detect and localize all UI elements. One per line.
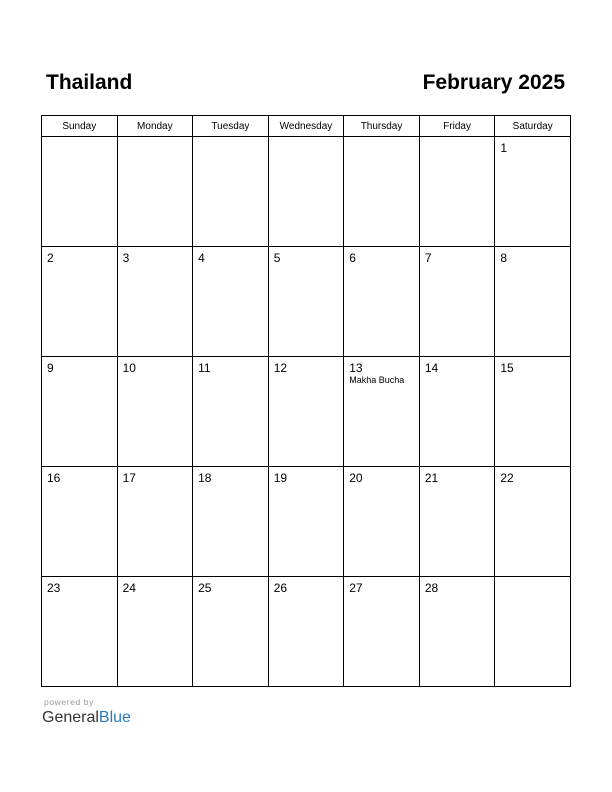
day-cell	[117, 357, 193, 467]
day-number: 14	[424, 361, 439, 375]
day-number: 22	[500, 471, 514, 485]
week-row	[42, 467, 571, 577]
weekday-header-monday: Monday	[117, 116, 193, 137]
day-number: 6	[349, 251, 356, 265]
day-number: 23	[47, 581, 61, 595]
weekday-header-thursday: Thursday	[344, 116, 420, 137]
week-row	[42, 577, 571, 687]
day-cell	[42, 137, 118, 247]
day-number: 2	[47, 251, 54, 265]
day-cell	[193, 577, 269, 687]
powered-by-label: powered by	[44, 697, 94, 707]
day-number: 13	[349, 361, 363, 375]
weekday-header-wednesday: Wednesday	[268, 116, 344, 137]
day-cell	[419, 247, 495, 357]
day-number: 25	[198, 581, 212, 595]
day-cell	[344, 577, 420, 687]
day-cell	[193, 247, 269, 357]
day-cell	[268, 357, 344, 467]
brand-general-text: General	[42, 709, 99, 726]
day-cell	[268, 247, 344, 357]
day-number: 26	[273, 581, 288, 595]
day-number: 15	[500, 361, 514, 375]
day-number	[118, 137, 193, 141]
day-number	[495, 577, 570, 581]
day-number: 24	[122, 581, 136, 595]
week-row	[42, 137, 571, 247]
day-cell	[344, 467, 420, 577]
day-number	[420, 137, 495, 141]
day-cell	[193, 467, 269, 577]
holiday-label: Makha Bucha	[349, 375, 405, 385]
day-number: 28	[424, 581, 439, 595]
day-number: 17	[122, 471, 136, 485]
day-cell	[419, 357, 495, 467]
weekday-header-tuesday: Tuesday	[193, 116, 269, 137]
day-cell	[419, 467, 495, 577]
day-number: 12	[273, 361, 288, 375]
day-cell	[193, 357, 269, 467]
month-year-title: February 2025	[422, 71, 565, 94]
day-cell	[495, 577, 571, 687]
weekday-header-saturday: Saturday	[495, 116, 571, 137]
day-number: 11	[198, 361, 211, 375]
day-number	[344, 137, 419, 141]
day-number	[269, 137, 344, 141]
weekday-header-sunday: Sunday	[42, 116, 118, 137]
day-cell	[268, 467, 344, 577]
generalblue-logo[interactable]	[42, 697, 131, 728]
weekday-header-friday: Friday	[419, 116, 495, 137]
day-number: 3	[122, 251, 130, 265]
calendar-grid	[41, 115, 571, 687]
day-number: 20	[349, 471, 363, 485]
brand-wordmark	[42, 708, 131, 728]
day-number: 8	[500, 251, 508, 265]
day-number	[42, 137, 117, 141]
week-row	[42, 357, 571, 467]
day-number: 10	[122, 361, 136, 375]
day-cell	[42, 467, 118, 577]
day-cell	[117, 467, 193, 577]
brand-blue-text: Blue	[98, 709, 131, 726]
day-cell	[268, 577, 344, 687]
day-number: 27	[349, 581, 363, 595]
day-cell	[42, 577, 118, 687]
day-cell	[193, 137, 269, 247]
day-cell	[344, 247, 420, 357]
day-cell	[42, 357, 118, 467]
day-cell	[117, 577, 193, 687]
day-number: 16	[47, 471, 61, 485]
day-cell	[495, 137, 571, 247]
country-title: Thailand	[46, 71, 133, 94]
week-row	[42, 247, 571, 357]
day-cell	[344, 137, 420, 247]
day-number: 21	[424, 471, 439, 485]
day-cell	[419, 577, 495, 687]
day-number: 7	[424, 251, 432, 265]
day-cell	[495, 467, 571, 577]
day-cell	[117, 137, 193, 247]
day-number: 4	[198, 251, 205, 265]
day-number: 1	[500, 141, 508, 155]
day-cell	[117, 247, 193, 357]
day-cell	[419, 137, 495, 247]
day-number: 19	[273, 471, 288, 485]
weekday-header-row	[42, 116, 571, 137]
day-number: 18	[198, 471, 212, 485]
day-number: 9	[47, 361, 54, 375]
day-cell-holiday	[344, 357, 420, 467]
day-number: 5	[273, 251, 281, 265]
day-cell	[495, 247, 571, 357]
day-cell	[495, 357, 571, 467]
day-cell	[268, 137, 344, 247]
day-number	[193, 137, 268, 141]
day-cell	[42, 247, 118, 357]
